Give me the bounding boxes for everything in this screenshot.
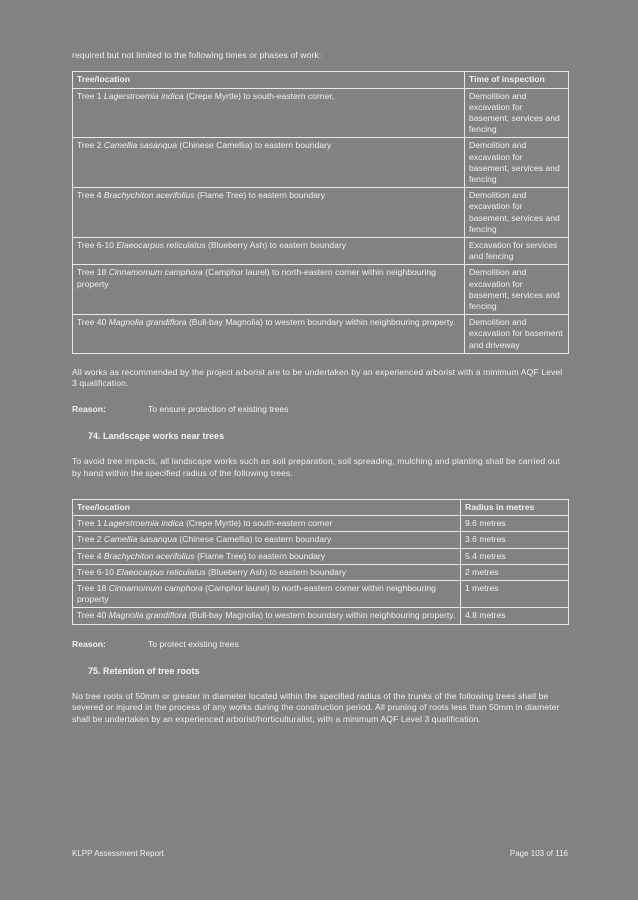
cell-time-of-inspection: Demolition and excavation for basement, services and fencing <box>465 188 569 238</box>
tree-location-description: (Flame Tree) to eastern boundary <box>194 550 326 561</box>
table-header-row <box>73 72 569 88</box>
tree-location-description: (Chinese Camellia) to eastern boundary <box>177 534 332 545</box>
table-row <box>73 315 569 354</box>
table-row <box>73 548 569 564</box>
tree-location-description: (Blueberry Ash) to eastern boundary <box>205 240 347 251</box>
cell-time-of-inspection: Demolition and excavation for basement, services and fencing <box>465 88 569 138</box>
cell-tree-location <box>73 608 461 624</box>
cell-tree-location <box>73 315 465 354</box>
species-name: Elaeocarpus reticulatus <box>116 566 206 577</box>
clause-75-body: No tree roots of 50mm or greater in diameter located within the specified radius of the trunks of the following trees shall be severed or injured in the process of any works during the construction period. All pruning of roots less than 50mm in diameter shall be undertaken by an experienced arborist/horticulturalist, with a minimum AQF Level 3 qualification. <box>72 690 560 724</box>
species-name: Camellia sasanqua <box>103 140 177 151</box>
species-name: Brachychiton acerifolius <box>103 190 195 201</box>
species-name: Lagerstroemia indica <box>103 518 184 529</box>
tree-location-description: (Bull-bay Magnolia) to western boundary within neighbouring property. <box>186 317 456 328</box>
tree-label: Tree 1 <box>77 90 104 101</box>
reason-label: Reason: <box>72 403 106 414</box>
tree-label: Tree 4 <box>77 190 104 201</box>
cell-tree-location <box>73 580 461 607</box>
column-header-tree-location: Tree/location <box>73 499 461 515</box>
tree-label: Tree 40 <box>77 317 109 328</box>
cell-tree-location <box>73 265 465 315</box>
column-header-time-of-inspection: Time of inspection <box>465 72 569 88</box>
cell-time-of-inspection: Demolition and excavation for basement and driveway <box>465 315 569 354</box>
reason-label: Reason: <box>72 638 106 649</box>
tree-location-description: (Crepe Myrtle) to south-eastern corner <box>183 518 333 529</box>
table-row <box>73 265 569 315</box>
page-footer <box>72 848 568 859</box>
column-header-tree-location: Tree/location <box>73 72 465 88</box>
reason-block-1 <box>72 404 568 415</box>
column-header-radius-in-metres: Radius in metres <box>461 499 569 515</box>
tree-label: Tree 18 <box>77 582 109 593</box>
tree-label: Tree 6-10 <box>77 240 117 251</box>
tree-label: Tree 2 <box>77 534 104 545</box>
species-name: Magnolia grandiflora <box>108 317 187 328</box>
inspection-times-table <box>72 71 569 353</box>
cell-tree-location <box>73 188 465 238</box>
tree-label: Tree 2 <box>77 140 104 151</box>
reason-block-2 <box>72 639 568 650</box>
clause-74-body: To avoid tree impacts, all landscape works such as soil preparation, soil spreading, mulching and planting shall be carried out by hand within the specified radius of the following trees. <box>72 456 561 478</box>
clause-74-heading: 74. Landscape works near trees <box>88 431 225 442</box>
table-row <box>73 238 569 265</box>
footer-report-name: KLPP Assessment Report <box>72 849 164 858</box>
cell-tree-location <box>73 238 465 265</box>
table-row <box>73 608 569 624</box>
species-name: Lagerstroemia indica <box>103 90 184 101</box>
cell-tree-location <box>73 516 461 532</box>
cell-radius: 5.4 metres <box>461 548 569 564</box>
cell-time-of-inspection: Excavation for services and fencing <box>465 238 569 265</box>
cell-tree-location <box>73 88 465 138</box>
tree-label: Tree 1 <box>77 518 104 529</box>
species-name: Camellia sasanqua <box>103 534 177 545</box>
table-row <box>73 532 569 548</box>
page-content <box>72 50 568 725</box>
cell-radius: 4.8 metres <box>461 608 569 624</box>
table-row <box>73 580 569 607</box>
table-row <box>73 188 569 238</box>
arborist-note-paragraph: All works as recommended by the project arborist are to be undertaken by an experienced arborist with a minimum AQF Level 3 qualification. <box>72 366 563 389</box>
species-name: Cinnamomum camphora <box>108 267 203 278</box>
reason-text: To protect existing trees <box>148 638 239 649</box>
tree-location-description: (Crepe Myrtle) to south-eastern corner, <box>183 90 335 101</box>
tree-location-description: (Bull-bay Magnolia) to western boundary within neighbouring property. <box>186 610 456 621</box>
table-row <box>73 88 569 138</box>
intro-paragraph: required but not limited to the following times or phases of work: <box>72 50 322 60</box>
tree-location-description: (Flame Tree) to eastern boundary <box>194 190 326 201</box>
tree-label: Tree 6-10 <box>77 566 117 577</box>
species-name: Cinnamomum camphora <box>108 582 203 593</box>
table-row <box>73 564 569 580</box>
cell-radius: 3.6 metres <box>461 532 569 548</box>
species-name: Elaeocarpus reticulatus <box>116 240 206 251</box>
tree-label: Tree 4 <box>77 550 104 561</box>
cell-tree-location <box>73 564 461 580</box>
tree-label: Tree 40 <box>77 610 109 621</box>
clause-75-heading: 75. Retention of tree roots <box>88 665 200 676</box>
tree-location-description: (Chinese Camellia) to eastern boundary <box>177 140 332 151</box>
cell-time-of-inspection: Demolition and excavation for basement, services and fencing <box>465 265 569 315</box>
tree-location-description: (Camphor laurel) to north-eastern corner within neighbouring property <box>77 582 436 605</box>
cell-radius: 2 metres <box>461 564 569 580</box>
table-row <box>73 138 569 188</box>
cell-radius: 9.6 metres <box>461 516 569 532</box>
table-row <box>73 516 569 532</box>
cell-tree-location <box>73 138 465 188</box>
footer-page-number: Page 103 of 116 <box>509 849 568 858</box>
table-header-row <box>73 499 569 515</box>
species-name: Magnolia grandiflora <box>108 610 187 621</box>
species-name: Brachychiton acerifolius <box>103 550 195 561</box>
cell-tree-location <box>73 548 461 564</box>
radius-table <box>72 499 569 625</box>
cell-radius: 1 metres <box>461 580 569 607</box>
tree-location-description: (Blueberry Ash) to eastern boundary <box>205 566 347 577</box>
cell-time-of-inspection: Demolition and excavation for basement, services and fencing <box>465 138 569 188</box>
tree-label: Tree 18 <box>77 267 109 278</box>
tree-location-description: (Camphor laurel) to north-eastern corner within neighbouring property <box>77 267 436 289</box>
reason-text: To ensure protection of existing trees <box>148 403 289 414</box>
cell-tree-location <box>73 532 461 548</box>
